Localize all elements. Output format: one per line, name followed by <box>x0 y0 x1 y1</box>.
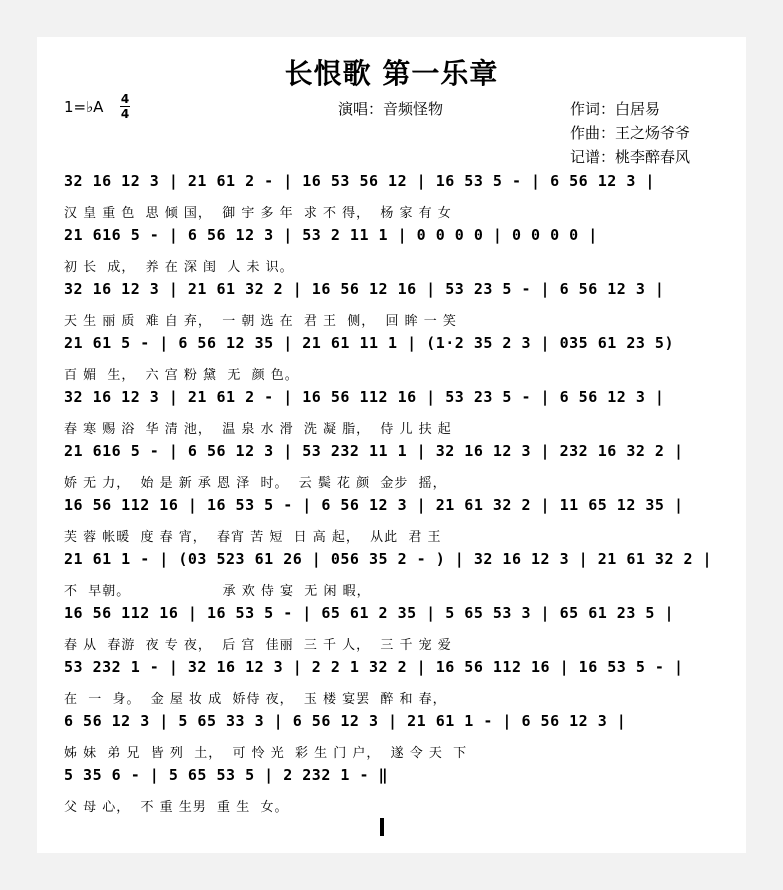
lyric-row: 在 一 身。 金 屋 妆 成 娇侍 夜， 玉 楼 宴罢 醉 和 春， <box>64 692 447 707</box>
lyric-row: 芙 蓉 帐暖 度 春 宵， 春宵 苦 短 日 高 起， 从此 君 王 <box>64 530 442 545</box>
notation-row: 16 56 112 16 | 16 53 5 - | 65 61 2 35 | 5 65 53 3 | 65 61 23 5 | <box>64 604 674 622</box>
notation-row: 21 616 5 - | 6 56 12 3 | 53 2 11 1 | 0 0 0 0 | 0 0 0 0 | <box>64 226 598 244</box>
lyric-row: 娇 无 力， 始 是 新 承 恩 泽 时。 云 鬓 花 颜 金步 摇， <box>64 476 447 491</box>
lyric-row: 春 寒 赐 浴 华 清 池， 温 泉 水 滑 洗 凝 脂， 侍 儿 扶 起 <box>64 422 452 437</box>
notation-row: 32 16 12 3 | 21 61 32 2 | 16 56 12 16 | 53 23 5 - | 6 56 12 3 | <box>64 280 665 298</box>
lyric-row: 不 早朝。 承 欢 侍 宴 无 闲 暇， <box>64 584 371 599</box>
lyric-row: 汉 皇 重 色 思 倾 国， 御 宇 多 年 求 不 得， 杨 家 有 女 <box>64 206 452 221</box>
notation-row: 5 35 6 - | 5 65 53 5 | 2 232 1 - ‖ <box>64 766 389 784</box>
lyric-row: 姊 妹 弟 兄 皆 列 土， 可 怜 光 彩 生 门 户， 遂 令 天 下 <box>64 746 468 761</box>
lyricist-credit: 作词：白居易 <box>570 100 661 118</box>
lyric-row: 初 长 成， 养 在 深 闺 人 未 识。 <box>64 260 294 275</box>
transcriber-credit: 记谱：桃李醉春风 <box>570 148 691 166</box>
notation-row: 6 56 12 3 | 5 65 33 3 | 6 56 12 3 | 21 61 1 - | 6 56 12 3 | <box>64 712 627 730</box>
final-barline <box>380 818 384 836</box>
notation-row: 21 61 1 - | (03 523 61 26 | 056 35 2 - ) | 32 16 12 3 | 21 61 32 2 | <box>64 550 713 568</box>
key-signature: 1=♭A <box>64 98 104 116</box>
lyric-row: 春 从 春游 夜 专 夜， 后 宫 佳丽 三 千 人， 三 千 宠 爱 <box>64 638 452 653</box>
lyric-row: 百 媚 生， 六 宫 粉 黛 无 颜 色。 <box>64 368 299 383</box>
notation-row: 32 16 12 3 | 21 61 2 - | 16 56 112 16 | 53 23 5 - | 6 56 12 3 | <box>64 388 665 406</box>
song-title: 长恨歌 第一乐章 <box>284 57 499 90</box>
composer-credit: 作曲：王之炀爷爷 <box>570 124 691 142</box>
notation-row: 21 61 5 - | 6 56 12 35 | 21 61 11 1 | (1·2 35 2 3 | 035 61 23 5) <box>64 334 674 352</box>
notation-row: 21 616 5 - | 6 56 12 3 | 53 232 11 1 | 32 16 12 3 | 232 16 32 2 | <box>64 442 684 460</box>
lyric-row: 天 生 丽 质 难 自 弃， 一 朝 选 在 君 王 侧， 回 眸 一 笑 <box>64 314 457 329</box>
singer-credit: 演唱：音频怪物 <box>338 100 444 118</box>
time-signature <box>120 93 130 120</box>
notation-row: 16 56 112 16 | 16 53 5 - | 6 56 12 3 | 21 61 32 2 | 11 65 12 35 | <box>64 496 684 514</box>
lyric-row: 父 母 心， 不 重 生男 重 生 女。 <box>64 800 289 815</box>
time-signature-bottom: 4 <box>120 107 130 121</box>
time-signature-top: 4 <box>120 92 130 106</box>
notation-row: 32 16 12 3 | 21 61 2 - | 16 53 56 12 | 16 53 5 - | 6 56 12 3 | <box>64 172 655 190</box>
notation-row: 53 232 1 - | 32 16 12 3 | 2 2 1 32 2 | 16 56 112 16 | 16 53 5 - | <box>64 658 684 676</box>
